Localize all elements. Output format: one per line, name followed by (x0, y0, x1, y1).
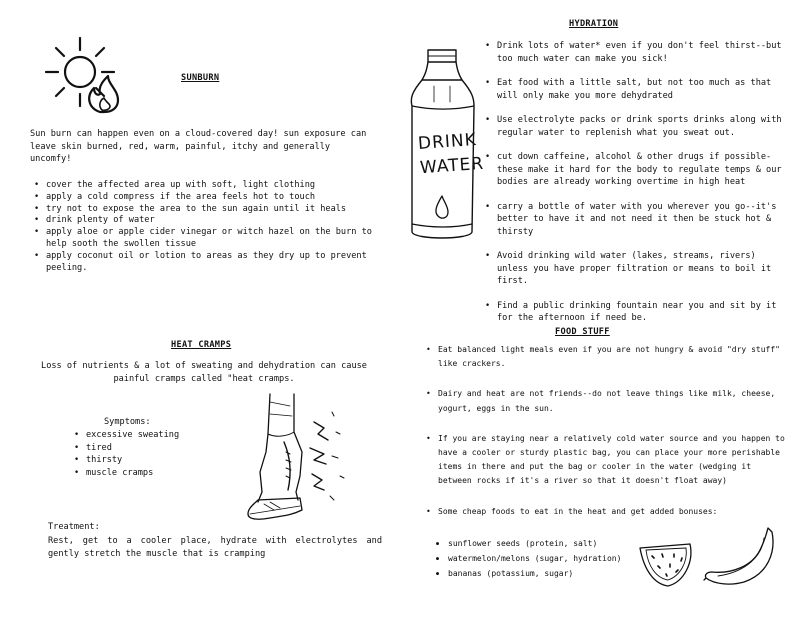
food-stuff-title: FOOD STUFF (555, 327, 610, 337)
list-item: • Find a public drinking fountain near you and sit by it for the afternoon if need be. (481, 300, 791, 325)
bottle-label-drink: DRINK (417, 129, 478, 155)
list-item: • try not to expose the area to the sun again until it heals (30, 204, 382, 216)
list-item: • apply coconut oil or lotion to areas as they dry up to prevent peeling. (30, 251, 382, 275)
list-item: • If you are staying near a relatively cold water source and you happen to have a cooler or sturdy plastic bag, you can place your more perishable items in there and put the bag or cooler in the water (wedging it between rocks if it's a river so that it doesn't float away) (422, 432, 786, 489)
list-item: • cover the affected area up with soft, light clothing (30, 180, 382, 192)
heat-cramps-intro: Loss of nutrients & a lot of sweating and dehydration can cause painful cramps called "heat cramps. (41, 361, 367, 384)
list-item: • excessive sweating (70, 429, 250, 442)
sunburn-intro: Sun burn can happen even on a cloud-covered day! sun exposure can leave skin burned, red, warm, painful, itchy and generally uncomfy! (30, 129, 367, 164)
food-stuff-list (422, 343, 786, 519)
list-item: • tired (70, 442, 250, 455)
list-item: • Dairy and heat are not friends--do not leave things like milk, cheese, yogurt, eggs in the sun. (422, 387, 786, 415)
sunburn-title: SUNBURN (181, 73, 220, 83)
list-item: • Avoid drinking wild water (lakes, streams, rivers) unless you have proper filtration or means to boil it first. (481, 250, 791, 288)
list-item: • muscle cramps (70, 467, 250, 480)
list-item: • Some cheap foods to eat in the heat and get added bonuses: (422, 505, 786, 519)
list-item: • carry a bottle of water with you wherever you go--it's better to have it and not need it then be stuck hot & thirsty (481, 201, 791, 239)
cramping-leg-illustration (240, 392, 350, 527)
bottle-label-water: WATER (419, 153, 485, 179)
list-item: • Use electrolyte packs or drink sports drinks along with regular water to replenish what you sweat out. (481, 114, 791, 139)
list-item: ● watermelon/melons (sugar, hydration) (432, 551, 652, 566)
treatment-label: Treatment: (48, 522, 100, 532)
list-item: • apply aloe or apple cider vinegar or witch hazel on the burn to help sooth the swollen tissue (30, 227, 382, 251)
heat-cramps-title: HEAT CRAMPS (171, 340, 232, 350)
watermelon-icon (638, 540, 698, 590)
list-item: • Eat balanced light meals even if you are not hungry & avoid "dry stuff" like crackers. (422, 343, 786, 371)
list-item: • cut down caffeine, alcohol & other drugs if possible-these make it hard for the body to regulate temps & our bodies are already working overtime in high heat (481, 151, 791, 189)
hydration-list (481, 40, 791, 325)
treatment-text: Rest, get to a cooler place, hydrate with electrolytes and gently stretch the muscle that is cramping (48, 536, 382, 559)
banana-icon (702, 526, 782, 586)
sunburn-list (30, 180, 382, 274)
list-item: • Eat food with a little salt, but not too much as that will only make you more dehydrated (481, 77, 791, 102)
list-item: • drink plenty of water (30, 215, 382, 227)
list-item: • Drink lots of water* even if you don't feel thirst--but too much water can make you sick! (481, 40, 791, 65)
list-item: • apply a cold compress if the area feels hot to touch (30, 192, 382, 204)
list-item: ● sunflower seeds (protein, salt) (432, 536, 652, 551)
hydration-title: HYDRATION (569, 19, 619, 29)
sun-fire-icon (44, 36, 124, 116)
symptoms-label: Symptoms: (104, 417, 151, 427)
food-subitems (432, 536, 652, 581)
list-item: • thirsty (70, 454, 250, 467)
list-item: ● bananas (potassium, sugar) (432, 566, 652, 581)
symptoms-list (70, 429, 250, 479)
